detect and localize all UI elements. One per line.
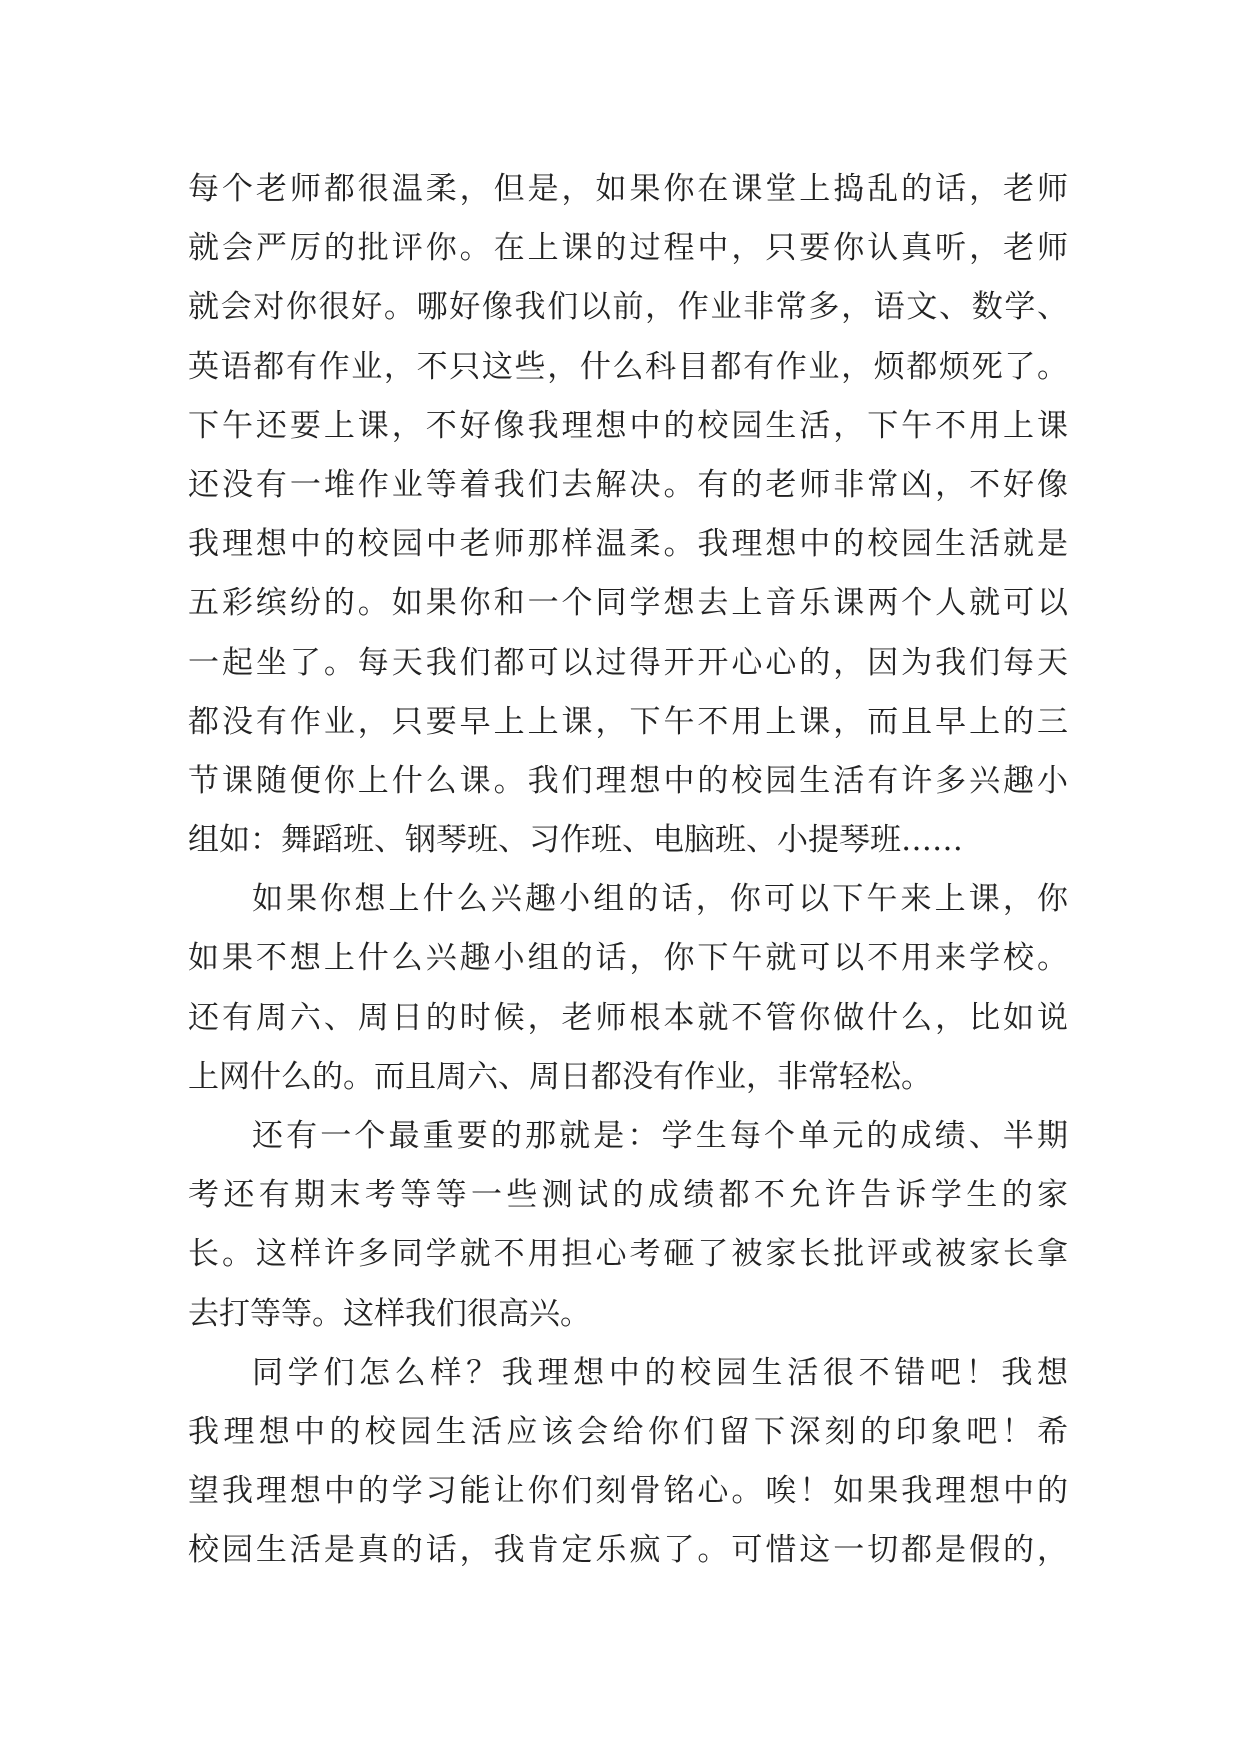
text-line: 下午还要上课，不好像我理想中的校园生活，下午不用上课 <box>188 407 1068 444</box>
text-line: 英语都有作业，不只这些，什么科目都有作业，烦都烦死了。 <box>188 348 1068 385</box>
text-line: 我理想中的校园生活应该会给你们留下深刻的印象吧！希 <box>188 1413 1068 1450</box>
paragraph-start-line: 还有一个最重要的那就是：学生每个单元的成绩、半期 <box>252 1118 1068 1154</box>
text-line: 一起坐了。每天我们都可以过得开开心心的，因为我们每天 <box>188 644 1068 681</box>
text-line: 就会严厉的批评你。在上课的过程中，只要你认真听，老师 <box>188 230 1068 267</box>
text-line: 上网什么的。而且周六、周日都没有作业，非常轻松。 <box>188 1058 932 1095</box>
text-line: 就会对你很好。哪好像我们以前，作业非常多，语文、数学、 <box>188 289 1068 326</box>
text-line: 考还有期末考等等一些测试的成绩都不允许告诉学生的家 <box>188 1177 1068 1214</box>
text-line: 每个老师都很温柔，但是，如果你在课堂上捣乱的话，老师 <box>188 171 1068 207</box>
text-line: 还没有一堆作业等着我们去解决。有的老师非常凶，不好像 <box>188 466 1068 503</box>
paragraph-start-line: 同学们怎么样？我理想中的校园生活很不错吧！我想 <box>252 1354 1068 1391</box>
paragraph-start-line: 如果你想上什么兴趣小组的话，你可以下午来上课，你 <box>252 881 1068 918</box>
text-line: 五彩缤纷的。如果你和一个同学想去上音乐课两个人就可以 <box>188 585 1068 622</box>
text-line: 还有周六、周日的时候，老师根本就不管你做什么，比如说 <box>188 999 1068 1036</box>
text-line: 都没有作业，只要早上上课，下午不用上课，而且早上的三 <box>188 703 1068 740</box>
text-line: 如果不想上什么兴趣小组的话，你下午就可以不用来学校。 <box>188 940 1068 977</box>
text-line: 望我理想中的学习能让你们刻骨铭心。唉！如果我理想中的 <box>188 1473 1068 1510</box>
body-text <box>188 160 1068 1581</box>
text-line: 校园生活是真的话，我肯定乐疯了。可惜这一切都是假的， <box>188 1532 1068 1569</box>
text-line: 去打等等。这样我们很高兴。 <box>188 1295 591 1332</box>
text-line: 节课随便你上什么课。我们理想中的校园生活有许多兴趣小 <box>188 762 1068 799</box>
text-line: 我理想中的校园中老师那样温柔。我理想中的校园生活就是 <box>188 526 1068 563</box>
text-line: 长。这样许多同学就不用担心考砸了被家长批评或被家长拿 <box>188 1236 1068 1273</box>
text-line: 组如：舞蹈班、钢琴班、习作班、电脑班、小提琴班…… <box>188 822 963 859</box>
